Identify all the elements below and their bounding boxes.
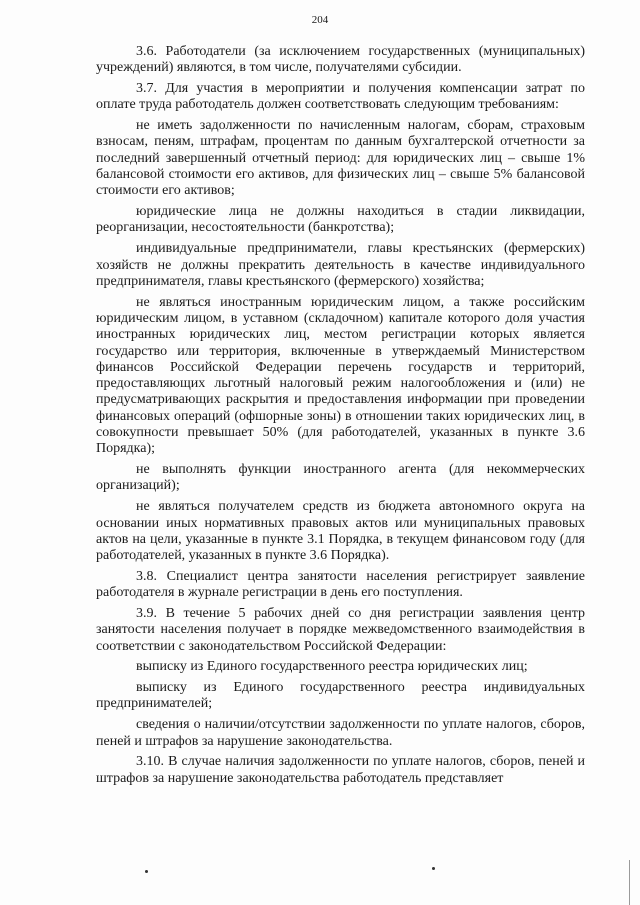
requirement-not-foreign: не являться иностранным юридическим лицом, а также российским юридическим лицом, в уставном (складочном) капитале которого доля участия иностранных юридических лиц, местом регистрации которых является государство или территория, включенные в утверждаемый Министерством финансов Российской Федерации перечень государств и территорий, предоставляющих льготный налоговый режим налогообложения и (или) не предусматривающих раскрытия и предоставления информации при проведении финансовых операций (офшорные зоны) в отношении таких юридических лиц, в совокупности превышает 50% (для работодателей, указанных в пункте 3.6 Порядка); [96,294,585,457]
paragraph-3-9: 3.9. В течение 5 рабочих дней со дня регистрации заявления центр занятости населения получает в порядке межведомственного взаимодействия в соответствии с законодательством Российской Федерации: [96,606,585,654]
scan-mark [145,870,148,873]
paragraph-3-10: 3.10. В случае наличия задолженности по уплате налогов, сборов, пеней и штрафов за нарушение законодательства работодатель представляет [96,754,585,786]
item-legal-entities-extract: выписку из Единого государственного реестра юридических лиц; [136,659,528,675]
item-debt-info: сведения о наличии/отсутствии задолженности по уплате налогов, сборов, пеней и штрафов за нарушение законодательства. [96,717,585,749]
scan-mark [432,867,435,870]
requirement-no-liquidation: юридические лица не должны находиться в стадии ликвидации, реорганизации, несостоятельности (банкротства); [96,204,585,236]
requirement-entrepreneurs: индивидуальные предприниматели, главы крестьянских (фермерских) хозяйств не должны прекратить деятельность в качестве индивидуального предпринимателя, главы крестьянского (фермерского) хозяйства; [96,241,585,289]
paragraph-3-7: 3.7. Для участия в мероприятии и получения компенсации затрат по оплате труда работодатель должен соответствовать следующим требованиям: [96,81,585,113]
paragraph-3-6: 3.6. Работодатели (за исключением государственных (муниципальных) учреждений) являются, в том числе, получателями субсидии. [96,44,585,76]
requirement-not-foreign-agent: не выполнять функции иностранного агента (для некоммерческих организаций); [96,462,585,494]
requirement-no-debt: не иметь задолженности по начисленным налогам, сборам, страховым взносам, пеням, штрафам, процентам по данным бухгалтерской отчетности за последний завершенный отчетный период: для юридических лиц – свыше 1% балансовой стоимости его активов, для физических лиц – свыше 5% балансовой стоимости его активов; [96,118,585,199]
document-body [96,44,585,791]
requirement-not-budget-recipient: не являться получателем средств из бюджета автономного округа на основании иных нормативных правовых актов или муниципальных правовых актов на цели, указанные в пункте 3.1 Порядка, в текущем финансовом году (для работодателей, указанных в пункте 3.6 Порядка). [96,499,585,564]
page-number: 204 [311,14,329,26]
paragraph-3-8: 3.8. Специалист центра занятости населения регистрирует заявление работодателя в журнале регистрации в день его поступления. [96,568,585,601]
scan-edge-line [629,860,630,905]
item-entrepreneurs-extract: выписку из Единого государственного реестра индивидуальных предпринимателей; [96,680,585,712]
